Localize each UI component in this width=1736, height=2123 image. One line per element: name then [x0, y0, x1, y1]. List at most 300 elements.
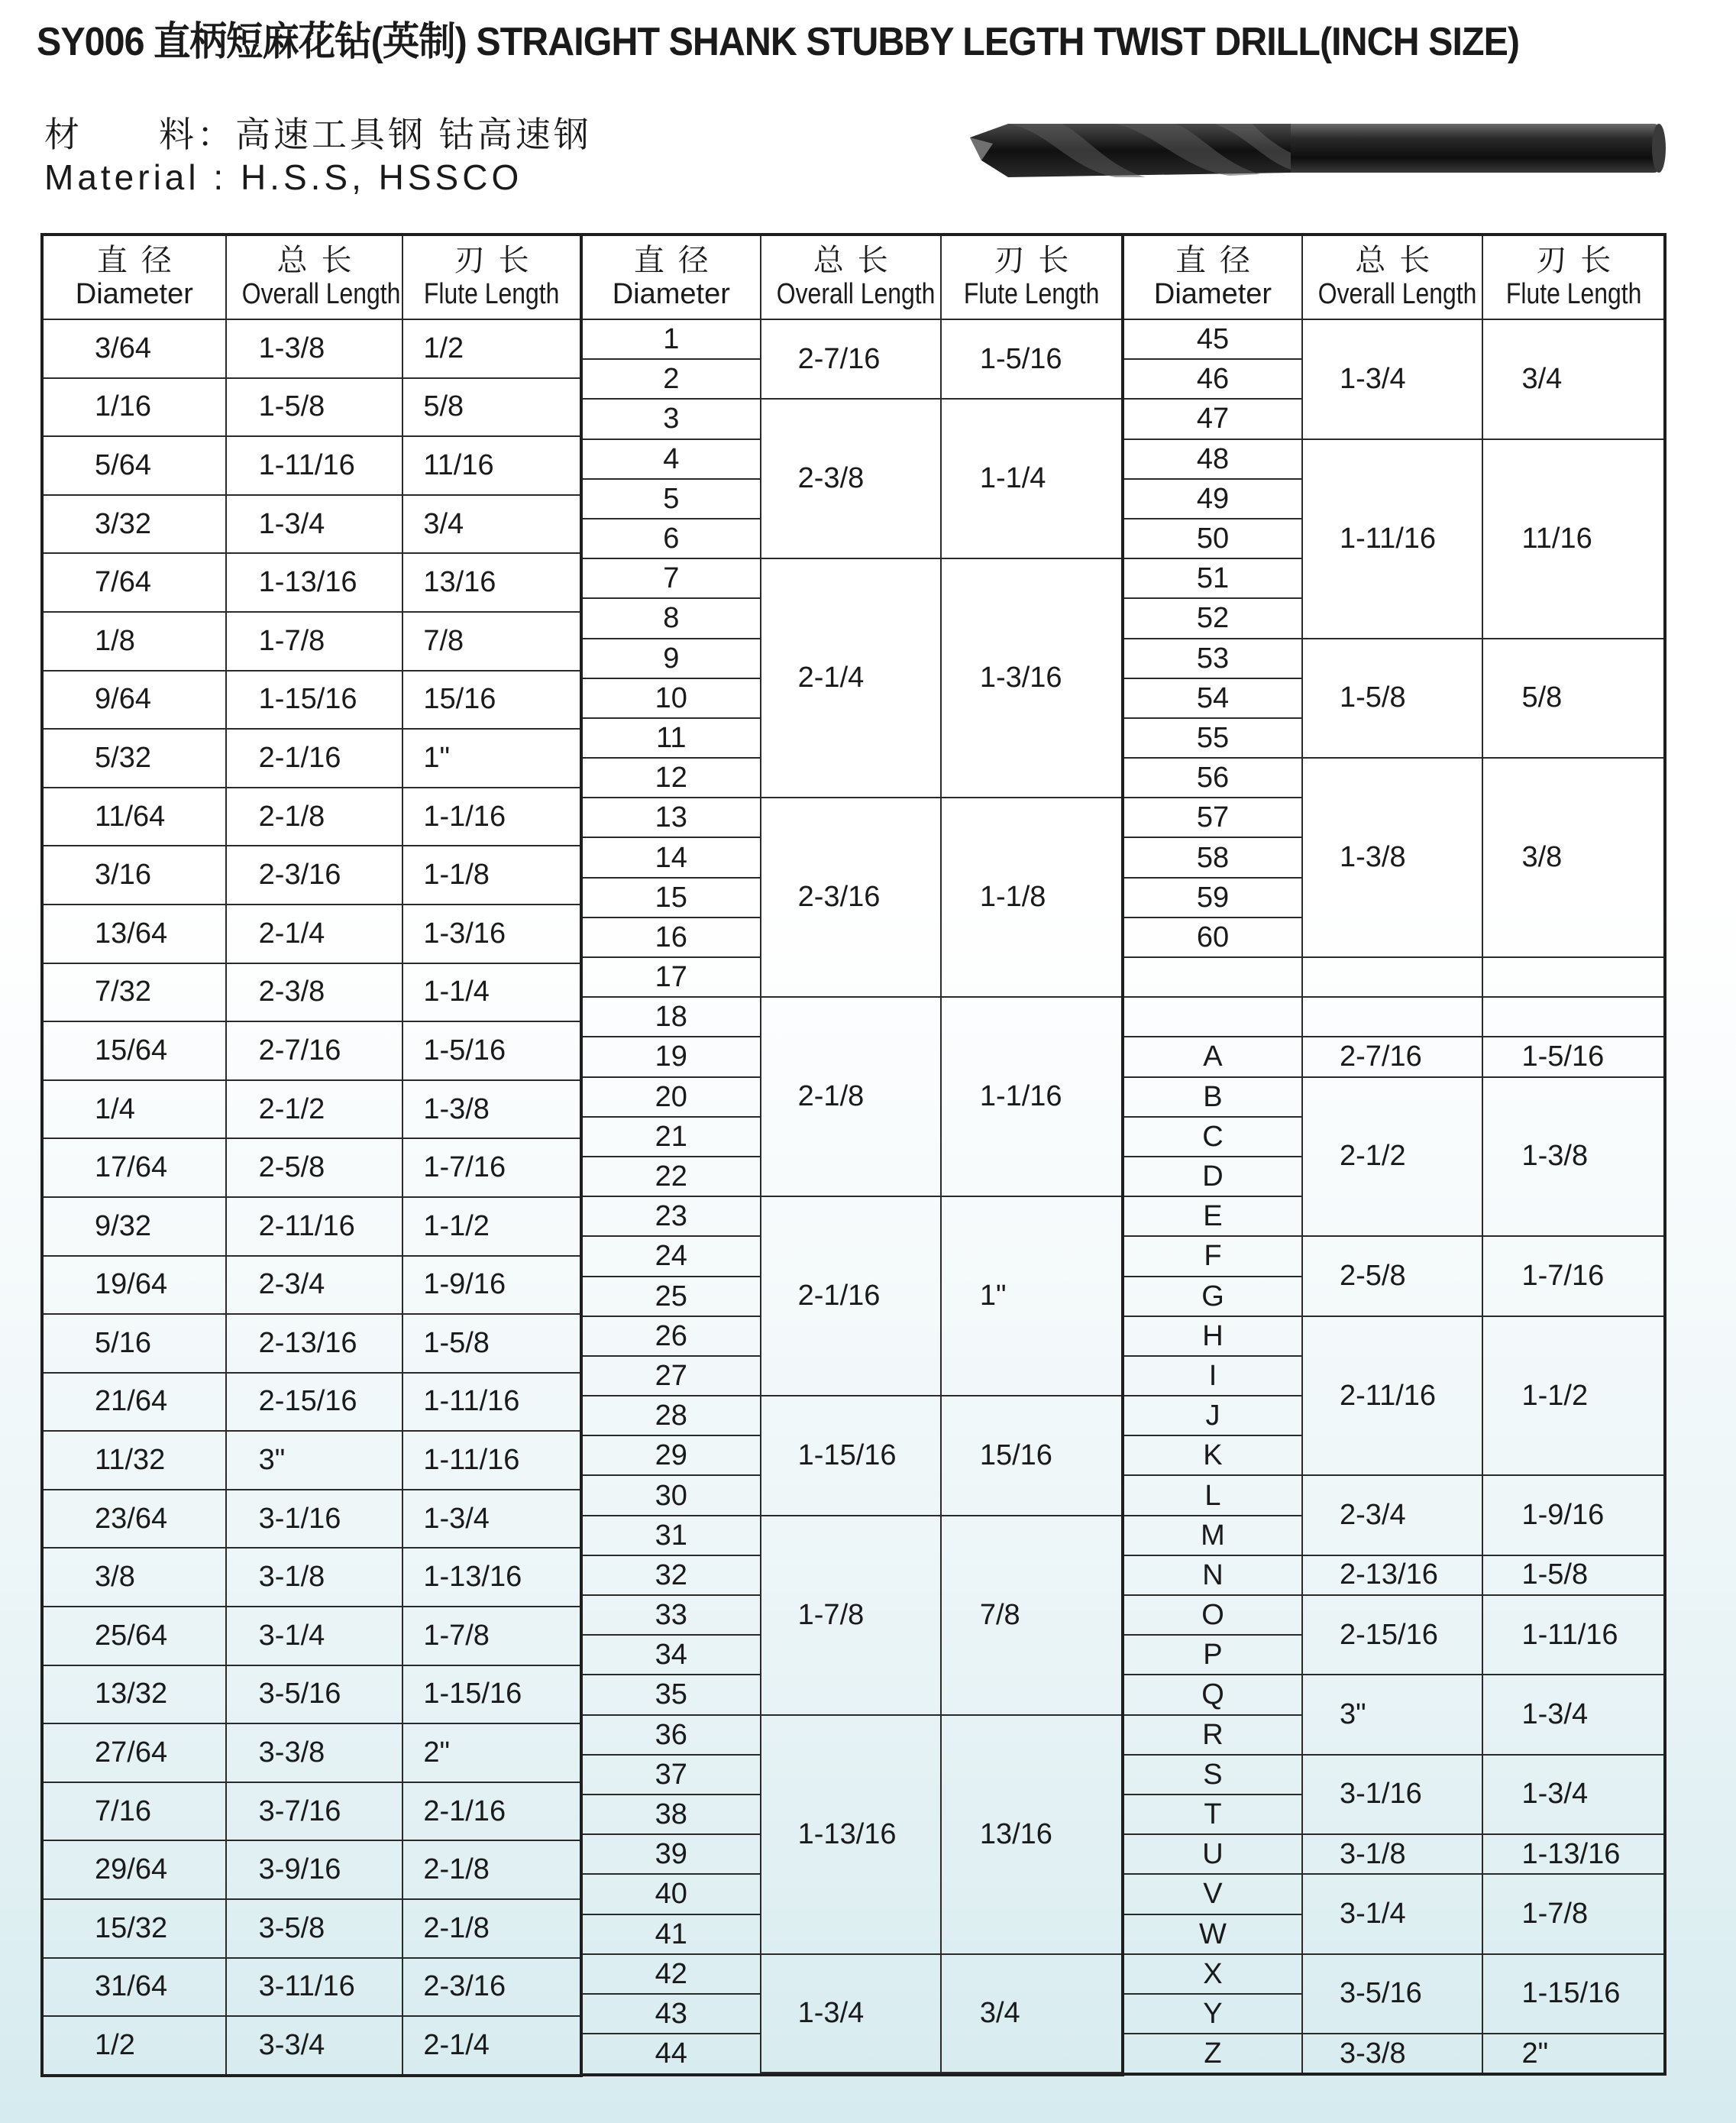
flute-length-cell: 11/16	[1482, 439, 1663, 639]
overall-length-cell: 1-3/4	[226, 495, 403, 554]
diameter-cell: 31/64	[44, 1958, 226, 2017]
diameter-cell: 19/64	[44, 1256, 226, 1315]
overall-length-cell: 3-1/16	[1302, 1755, 1483, 1834]
diameter-cell: 1	[583, 319, 761, 359]
overall-length-cell: 3-1/4	[1302, 1874, 1483, 1953]
table-row	[583, 558, 1121, 598]
diameter-cell: 41	[583, 1914, 761, 1954]
diameter-cell: 35	[583, 1675, 761, 1714]
overall-length-cell: 3"	[1302, 1675, 1483, 1754]
diameter-cell: 1/4	[44, 1080, 226, 1139]
diameter-cell: Y	[1124, 1994, 1302, 2034]
flute-length-cell: 1-15/16	[1482, 1954, 1663, 2034]
table-row	[1124, 997, 1663, 1037]
table-row	[44, 1080, 580, 1139]
overall-length-cell: 2-3/8	[226, 963, 403, 1022]
diameter-cell: 20	[583, 1077, 761, 1117]
diameter-cell: 50	[1124, 519, 1302, 558]
overall-length-cell: 3-7/16	[226, 1782, 403, 1841]
flute-length-cell: 2-1/16	[402, 1782, 580, 1841]
diameter-cell: E	[1124, 1196, 1302, 1236]
table-row	[1124, 1475, 1663, 1515]
diameter-cell: 27	[583, 1356, 761, 1396]
diameter-cell: 7	[583, 558, 761, 598]
table-row	[44, 905, 580, 963]
diameter-cell: I	[1124, 1356, 1302, 1396]
overall-length-cell: 2-3/4	[226, 1256, 403, 1315]
overall-length-cell: 1-15/16	[226, 671, 403, 730]
diameter-cell: 54	[1124, 678, 1302, 718]
flute-length-header: 刃长 Flute Length	[1482, 236, 1663, 319]
diameter-cell: 58	[1124, 837, 1302, 877]
overall-length-cell: 2-1/16	[761, 1196, 941, 1396]
flute-length-cell: 1-3/8	[402, 1080, 580, 1139]
flute-length-cell: 15/16	[941, 1396, 1121, 1516]
table-row	[44, 1373, 580, 1432]
flute-length-cell	[1482, 997, 1663, 1037]
flute-length-cell: 3/4	[402, 495, 580, 554]
table-row	[583, 1954, 1121, 1994]
diameter-cell: 2	[583, 359, 761, 399]
overall-length-cell: 2-3/4	[1302, 1475, 1483, 1555]
diameter-cell	[1124, 957, 1302, 997]
flute-length-cell: 1-3/4	[1482, 1675, 1663, 1754]
overall-length-cell: 2-1/8	[761, 997, 941, 1196]
flute-length-cell: 1-1/4	[402, 963, 580, 1022]
overall-length-cell: 2-7/16	[761, 319, 941, 399]
overall-length-cell: 2-13/16	[1302, 1555, 1483, 1595]
flute-length-cell: 1-1/16	[941, 997, 1121, 1196]
flute-length-cell: 1-5/16	[941, 319, 1121, 399]
table-row	[44, 1665, 580, 1724]
flute-length-cell: 13/16	[402, 553, 580, 612]
flute-length-cell: 1-7/16	[402, 1138, 580, 1197]
diameter-header: 直径 Diameter	[583, 236, 761, 319]
table-row	[1124, 2034, 1663, 2073]
diameter-cell: 55	[1124, 718, 1302, 758]
overall-length-cell: 2-3/8	[761, 399, 941, 558]
diameter-cell: 24	[583, 1236, 761, 1276]
table-row	[1124, 1555, 1663, 1595]
table-row	[1124, 758, 1663, 798]
flute-length-cell: 2-1/8	[402, 1899, 580, 1958]
diameter-cell: 3/8	[44, 1548, 226, 1607]
table-row	[44, 1607, 580, 1665]
diameter-cell: 9	[583, 639, 761, 678]
overall-length-cell: 1-7/8	[761, 1516, 941, 1715]
diameter-cell: O	[1124, 1595, 1302, 1635]
diameter-cell: C	[1124, 1117, 1302, 1157]
overall-length-cell: 2-5/8	[226, 1138, 403, 1197]
diameter-cell: 3/64	[44, 319, 226, 378]
overall-length-cell: 2-1/16	[226, 729, 403, 788]
flute-length-cell: 7/8	[402, 612, 580, 671]
table-row	[44, 1490, 580, 1549]
diameter-cell: 11	[583, 718, 761, 758]
diameter-cell: 11/32	[44, 1431, 226, 1490]
flute-length-cell: 1-3/4	[1482, 1755, 1663, 1834]
overall-length-header: 总长 Overall Length	[1302, 236, 1483, 319]
diameter-cell: P	[1124, 1635, 1302, 1675]
table-row	[44, 729, 580, 788]
diameter-cell: 48	[1124, 439, 1302, 479]
diameter-cell: 56	[1124, 758, 1302, 798]
table-row	[583, 1396, 1121, 1435]
flute-length-cell: 1-13/16	[1482, 1834, 1663, 1874]
diameter-header: 直径 Diameter	[44, 236, 226, 319]
table-row	[1124, 1874, 1663, 1914]
flute-length-cell: 1"	[402, 729, 580, 788]
diameter-cell: 59	[1124, 878, 1302, 917]
page-title: SY006 直柄短麻花钻(英制) STRAIGHT SHANK STUBBY LEGTH TWIST DRILL(INCH SIZE)	[37, 20, 1520, 64]
diameter-cell: 27/64	[44, 1723, 226, 1782]
diameter-cell: M	[1124, 1516, 1302, 1555]
flute-length-cell: 1-11/16	[1482, 1595, 1663, 1675]
diameter-cell: 17	[583, 957, 761, 997]
table-row	[44, 846, 580, 905]
diameter-cell: 25	[583, 1277, 761, 1316]
diameter-cell: U	[1124, 1834, 1302, 1874]
diameter-cell: H	[1124, 1316, 1302, 1356]
flute-length-cell: 1-7/8	[402, 1607, 580, 1665]
flute-length-cell: 3/8	[1482, 758, 1663, 957]
flute-length-cell: 2-3/16	[402, 1958, 580, 2017]
diameter-cell: 8	[583, 598, 761, 638]
overall-length-header: 总长 Overall Length	[761, 236, 941, 319]
flute-length-cell: 1-1/4	[941, 399, 1121, 558]
overall-length-cell: 2-1/4	[226, 905, 403, 963]
flute-length-cell: 1-5/8	[402, 1314, 580, 1373]
diameter-cell: 29/64	[44, 1840, 226, 1899]
table-row	[44, 1723, 580, 1782]
table-row	[1124, 1077, 1663, 1117]
diameter-cell: S	[1124, 1755, 1302, 1795]
diameter-cell: 43	[583, 1994, 761, 2034]
flute-length-header: 刃长 Flute Length	[402, 236, 580, 319]
twist-drill-image	[955, 107, 1669, 195]
diameter-cell: 45	[1124, 319, 1302, 359]
diameter-cell: T	[1124, 1795, 1302, 1834]
overall-length-cell: 2-1/2	[226, 1080, 403, 1139]
diameter-cell: 36	[583, 1715, 761, 1755]
overall-length-cell: 1-3/4	[761, 1954, 941, 2073]
table-row	[44, 319, 580, 378]
diameter-cell: 7/32	[44, 963, 226, 1022]
flute-length-header: 刃长 Flute Length	[941, 236, 1121, 319]
flute-length-cell: 5/8	[1482, 639, 1663, 759]
diameter-cell: X	[1124, 1954, 1302, 1994]
diameter-cell: D	[1124, 1157, 1302, 1196]
flute-length-cell: 15/16	[402, 671, 580, 730]
table-row	[44, 553, 580, 612]
overall-length-cell: 1-13/16	[761, 1715, 941, 1954]
flute-length-cell: 1-15/16	[402, 1665, 580, 1724]
table-row	[44, 1197, 580, 1256]
diameter-cell: 33	[583, 1595, 761, 1635]
overall-length-cell: 2-13/16	[226, 1314, 403, 1373]
overall-length-header: 总长 Overall Length	[226, 236, 403, 319]
flute-length-cell	[1482, 957, 1663, 997]
overall-length-cell: 1-3/8	[226, 319, 403, 378]
diameter-cell: 39	[583, 1834, 761, 1874]
diameter-cell: 3/16	[44, 846, 226, 905]
overall-length-cell: 1-5/8	[226, 378, 403, 437]
flute-length-cell: 2-1/8	[402, 1840, 580, 1899]
overall-length-cell: 2-11/16	[1302, 1316, 1483, 1476]
diameter-cell: 5	[583, 479, 761, 519]
flute-length-cell: 1-1/8	[941, 798, 1121, 997]
diameter-cell: 46	[1124, 359, 1302, 399]
diameter-cell: 38	[583, 1795, 761, 1834]
overall-length-cell	[1302, 957, 1483, 997]
table-row	[1124, 1037, 1663, 1076]
overall-length-cell: 2-3/16	[761, 798, 941, 997]
overall-length-cell: 1-11/16	[1302, 439, 1483, 639]
flute-length-cell: 1-5/16	[402, 1021, 580, 1080]
overall-length-cell: 1-15/16	[761, 1396, 941, 1516]
overall-length-cell: 3-11/16	[226, 1958, 403, 2017]
table-row	[1124, 1755, 1663, 1795]
wire-gauge-letter-table	[1121, 233, 1666, 2076]
flute-length-cell: 1-1/2	[402, 1197, 580, 1256]
table-row	[583, 1715, 1121, 1755]
diameter-cell: 3	[583, 399, 761, 439]
table-row	[44, 671, 580, 730]
table-row	[1124, 1954, 1663, 1994]
diameter-cell: 12	[583, 758, 761, 798]
table-row	[44, 1314, 580, 1373]
flute-length-cell: 1-13/16	[402, 1548, 580, 1607]
flute-length-cell: 1-1/8	[402, 846, 580, 905]
table-row	[44, 1899, 580, 1958]
overall-length-cell: 3"	[226, 1431, 403, 1490]
diameter-cell: F	[1124, 1236, 1302, 1276]
diameter-cell: 34	[583, 1635, 761, 1675]
overall-length-cell: 3-3/4	[226, 2016, 403, 2074]
flute-length-cell: 1-3/16	[941, 558, 1121, 798]
table-row	[583, 1516, 1121, 1555]
flute-length-cell: 1-5/8	[1482, 1555, 1663, 1595]
flute-length-cell: 1-3/4	[402, 1490, 580, 1549]
flute-length-cell: 3/4	[1482, 319, 1663, 439]
diameter-cell: 5/32	[44, 729, 226, 788]
diameter-cell: 47	[1124, 399, 1302, 439]
wire-gauge-table-1	[580, 233, 1124, 2076]
overall-length-cell: 3-1/4	[226, 1607, 403, 1665]
diameter-cell: 4	[583, 439, 761, 479]
table-row	[583, 399, 1121, 439]
diameter-cell: 23	[583, 1196, 761, 1236]
diameter-cell: 9/64	[44, 671, 226, 730]
flute-length-cell: 1-5/16	[1482, 1037, 1663, 1076]
diameter-cell: G	[1124, 1277, 1302, 1316]
diameter-cell: W	[1124, 1914, 1302, 1954]
flute-length-cell: 5/8	[402, 378, 580, 437]
table-row	[44, 1138, 580, 1197]
diameter-cell: 18	[583, 997, 761, 1037]
overall-length-cell: 1-11/16	[226, 436, 403, 495]
diameter-cell: 5/16	[44, 1314, 226, 1373]
table-row	[1124, 639, 1663, 678]
diameter-cell: 22	[583, 1157, 761, 1196]
diameter-cell: Q	[1124, 1675, 1302, 1714]
diameter-cell: 21/64	[44, 1373, 226, 1432]
diameter-cell: 1/8	[44, 612, 226, 671]
table-row	[1124, 1316, 1663, 1356]
diameter-cell: 40	[583, 1874, 761, 1914]
overall-length-cell: 1-5/8	[1302, 639, 1483, 759]
flute-length-cell: 1-3/16	[402, 905, 580, 963]
table-row	[44, 1958, 580, 2017]
diameter-cell: 5/64	[44, 436, 226, 495]
overall-length-cell: 3-1/8	[226, 1548, 403, 1607]
diameter-cell: 44	[583, 2034, 761, 2073]
overall-length-cell: 2-3/16	[226, 846, 403, 905]
overall-length-cell: 3-5/8	[226, 1899, 403, 1958]
overall-length-cell: 3-3/8	[226, 1723, 403, 1782]
diameter-cell: 32	[583, 1555, 761, 1595]
diameter-cell: 26	[583, 1316, 761, 1356]
table-row	[44, 1021, 580, 1080]
table-row	[1124, 319, 1663, 359]
diameter-cell: Z	[1124, 2034, 1302, 2073]
table-row	[44, 2016, 580, 2074]
table-row	[1124, 1675, 1663, 1714]
overall-length-cell: 3-3/8	[1302, 2034, 1483, 2073]
diameter-cell: 7/64	[44, 553, 226, 612]
diameter-cell: 52	[1124, 598, 1302, 638]
overall-length-cell: 1-7/8	[226, 612, 403, 671]
flute-length-cell: 13/16	[941, 1715, 1121, 1954]
diameter-cell: J	[1124, 1396, 1302, 1435]
flute-length-cell: 1-11/16	[402, 1431, 580, 1490]
table-row	[44, 1782, 580, 1841]
diameter-cell: 60	[1124, 917, 1302, 957]
diameter-cell: 13	[583, 798, 761, 837]
flute-length-cell: 11/16	[402, 436, 580, 495]
table-row	[583, 997, 1121, 1037]
flute-length-cell: 2"	[1482, 2034, 1663, 2073]
diameter-cell: N	[1124, 1555, 1302, 1595]
table-row	[1124, 439, 1663, 479]
diameter-cell: 25/64	[44, 1607, 226, 1665]
diameter-cell: V	[1124, 1874, 1302, 1914]
overall-length-cell: 2-5/8	[1302, 1236, 1483, 1316]
diameter-cell: 53	[1124, 639, 1302, 678]
flute-length-cell: 1-9/16	[1482, 1475, 1663, 1555]
material-line-chinese: 材 料：高速工具钢 钴高速钢	[44, 115, 592, 154]
diameter-cell: R	[1124, 1715, 1302, 1755]
flute-length-cell: 1"	[941, 1196, 1121, 1396]
overall-length-cell: 2-1/2	[1302, 1077, 1483, 1237]
diameter-cell: 15/64	[44, 1021, 226, 1080]
diameter-cell: 31	[583, 1516, 761, 1555]
overall-length-cell: 2-15/16	[1302, 1595, 1483, 1675]
overall-length-cell: 2-7/16	[1302, 1037, 1483, 1076]
overall-length-cell: 3-1/16	[226, 1490, 403, 1549]
flute-length-cell: 1-7/16	[1482, 1236, 1663, 1316]
material-line-english: Material : H.S.S, HSSCO	[44, 157, 523, 197]
table-row	[44, 963, 580, 1022]
diameter-cell: 30	[583, 1475, 761, 1515]
diameter-cell: 15	[583, 878, 761, 917]
table-row	[44, 495, 580, 554]
overall-length-cell: 1-3/4	[1302, 319, 1483, 439]
flute-length-cell: 1-7/8	[1482, 1874, 1663, 1953]
diameter-cell: 15/32	[44, 1899, 226, 1958]
table-row	[44, 436, 580, 495]
overall-length-cell	[1302, 997, 1483, 1037]
diameter-cell: 16	[583, 917, 761, 957]
diameter-cell: 13/64	[44, 905, 226, 963]
fraction-size-table	[40, 233, 583, 2077]
flute-length-cell: 1-11/16	[402, 1373, 580, 1432]
table-row	[44, 1840, 580, 1899]
diameter-cell: 17/64	[44, 1138, 226, 1197]
diameter-cell: 29	[583, 1435, 761, 1475]
overall-length-cell: 2-15/16	[226, 1373, 403, 1432]
overall-length-cell: 2-1/4	[761, 558, 941, 798]
table-row	[44, 1548, 580, 1607]
overall-length-cell: 3-5/16	[226, 1665, 403, 1724]
diameter-cell: 9/32	[44, 1197, 226, 1256]
flute-length-cell: 1-3/8	[1482, 1077, 1663, 1237]
diameter-cell: L	[1124, 1475, 1302, 1515]
table-row	[44, 1256, 580, 1315]
overall-length-cell: 2-7/16	[226, 1021, 403, 1080]
diameter-cell: 6	[583, 519, 761, 558]
overall-length-cell: 3-1/8	[1302, 1834, 1483, 1874]
table-row	[1124, 1236, 1663, 1276]
diameter-cell: 42	[583, 1954, 761, 1994]
table-row	[44, 612, 580, 671]
diameter-cell: 49	[1124, 479, 1302, 519]
diameter-cell: 3/32	[44, 495, 226, 554]
diameter-cell: 57	[1124, 798, 1302, 837]
diameter-cell: 13/32	[44, 1665, 226, 1724]
table-row	[583, 798, 1121, 837]
overall-length-cell: 2-11/16	[226, 1197, 403, 1256]
diameter-cell: B	[1124, 1077, 1302, 1117]
overall-length-cell: 2-1/8	[226, 788, 403, 846]
flute-length-cell: 1-1/16	[402, 788, 580, 846]
table-row	[1124, 1834, 1663, 1874]
table-row	[44, 788, 580, 846]
flute-length-cell: 7/8	[941, 1516, 1121, 1715]
diameter-cell: 28	[583, 1396, 761, 1435]
diameter-cell: 1/2	[44, 2016, 226, 2074]
diameter-cell: 19	[583, 1037, 761, 1076]
diameter-cell: 11/64	[44, 788, 226, 846]
diameter-cell: 23/64	[44, 1490, 226, 1549]
flute-length-cell: 2-1/4	[402, 2016, 580, 2074]
diameter-cell: 37	[583, 1755, 761, 1795]
flute-length-cell: 3/4	[941, 1954, 1121, 2073]
table-row	[1124, 1595, 1663, 1635]
diameter-cell: A	[1124, 1037, 1302, 1076]
overall-length-cell: 1-13/16	[226, 553, 403, 612]
table-row	[44, 378, 580, 437]
diameter-cell: 51	[1124, 558, 1302, 598]
diameter-cell: 14	[583, 837, 761, 877]
flute-length-cell: 1-9/16	[402, 1256, 580, 1315]
diameter-header: 直径 Diameter	[1124, 236, 1302, 319]
table-row	[583, 319, 1121, 359]
table-row	[583, 1196, 1121, 1236]
flute-length-cell: 1/2	[402, 319, 580, 378]
diameter-cell: 10	[583, 678, 761, 718]
table-row	[1124, 957, 1663, 997]
